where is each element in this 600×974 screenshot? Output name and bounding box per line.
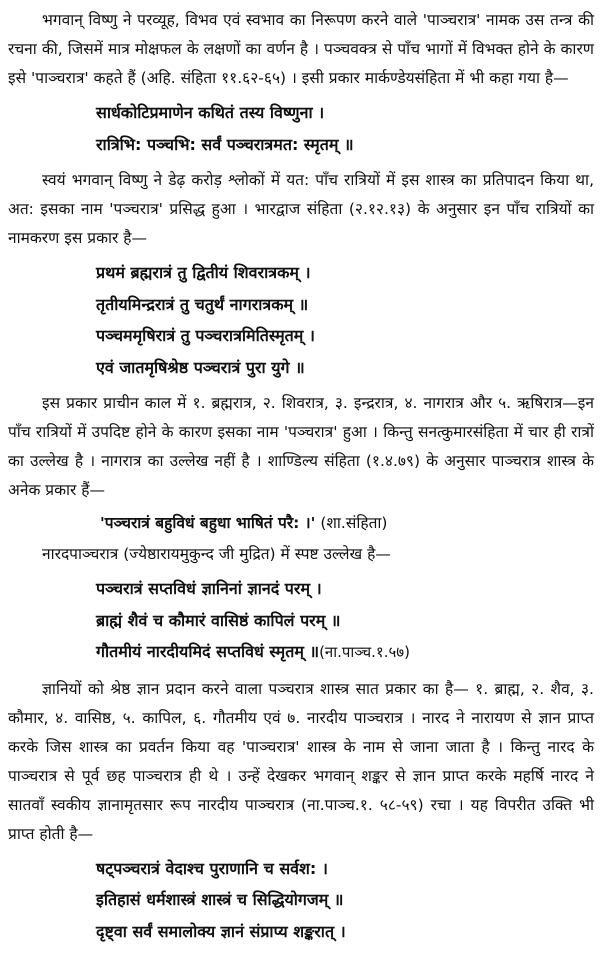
paragraph-2: स्वयं भगवान् विष्णु ने डेढ़ करोड़ श्लोकों में यत: पाँच रात्रियों में इस शास्त्र का प्रतिपादन किया था, अत: इसका नाम 'पञ्चरात्र' प्रसिद्ध हुआ । भारद्वाज संहिता (२.१२.१३) के अनुसार इन पाँच रात्रियों का नामकरण इस प्रकार है— [8, 171, 594, 247]
verse-line [96, 636, 594, 669]
paragraph-5: ज्ञानियों को श्रेष्ठ ज्ञान प्रदान करने वाला पञ्चरात्र शास्त्र सात प्रकार का है— १. ब्राह्म, २. शैव, ३. कौमार, ४. वासिष्ठ, ५. कापिल, ६. गौतमीय एवं ७. नारदीय पाञ्चरात्र । नारद ने नारायण से ज्ञान प्राप्त करके जिस शास्त्र का प्रवर्तन किया वह 'पाञ्चरात्र' शास्त्र के नाम से जाना जाता है । किन्तु नारद के पाञ्चरात्र से पूर्व छह पाञ्चरात्र ही थे । उन्हें देखकर भगवान् शङ्कर से ज्ञान प्राप्त करके महर्षि नारद ने सातवाँ स्वकीय ज्ञानामृतसार रूप नारदीय पाञ्चरात्र (ना.पाञ्च.१. ५८-५९) रचा । यह विपरीत उक्ति भी प्राप्त होती है— [8, 679, 594, 843]
verse-reference: (ना.पाञ्च.१.५७) [319, 643, 410, 661]
verse-narada [8, 573, 594, 669]
quote-text: 'पञ्चरात्रं बहुविधं बहुधा भाषितं परै: ।' [100, 514, 316, 532]
verse-shatpancharatra [8, 853, 594, 948]
verse-line: पञ्चममृषिरात्रं तु पञ्चरात्रमितिस्मृतम् । [96, 326, 315, 345]
shandilya-quote [8, 509, 594, 538]
verse-bharadvaja [8, 257, 594, 383]
verse-line: दृष्ट्वा सर्वं समालोक्य ज्ञानं संप्राप्य शङ्करात् । [96, 921, 346, 941]
paragraph-1: भगवान् विष्णु ने परव्यूह, विभव एवं स्वभाव का निरूपण करने वाले 'पाञ्चरात्र' नामक उस तन्त्र की रचना की, जिसमें मात्र मोक्षफल के लक्षणों का वर्णन है । पञ्चवक्त्र से पाँच भागों में विभक्त होने के कारण इसे 'पाञ्चरात्र' कहते हैं (अहि. संहिता ११.६२-६५) । इसी प्रकार मार्कण्डेयसंहिता में भी कहा गया है— [8, 11, 594, 87]
verse-line: एवं जातमृषिश्रेष्ठ पञ्चरात्रं पुरा युगे ॥ [96, 357, 305, 377]
verse-line: ब्राह्मं शैवं च कौमारं वासिष्ठं कापिलं परम् ॥ [96, 610, 341, 630]
verse-line: षट्पञ्चरात्रं वेदाश्च पुराणानि च सर्वश: । [96, 858, 328, 878]
verse-line: रात्रिभि: पञ्चभि: सर्वं पञ्चरात्रमत: स्मृतम् ॥ [96, 134, 354, 154]
verse-text: गौतमीयं नारदीयमिदं सप्तविधं स्मृतम् ॥ [96, 642, 320, 661]
verse-line: सार्धकोटिप्रमाणेन कथितं तस्य विष्णुना । [96, 103, 325, 122]
quote-source: (शा.संहिता) [320, 514, 388, 532]
paragraph-3: इस प्रकार प्राचीन काल में १. ब्रह्मरात्र, २. शिवरात्र, ३. इन्द्ररात्र, ४. नागरात्र और ५. ऋषिरात्र—इन पाँच रात्रियों में उपदिष्ट होने के कारण इसका नाम 'पञ्चरात्र' हुआ । किन्तु सनत्कुमारसंहिता में चार ही रात्रों का उल्लेख है । नागरात्र का उल्लेख नहीं है । शाण्डिल्य संहिता (१.४.७९) के अनुसार पाञ्चरात्र शास्त्र के अनेक प्रकार हैं— [8, 394, 594, 499]
verse-line: तृतीयमिन्द्ररात्रं तु चतुर्थं नागरात्रकम् ॥ [96, 294, 309, 314]
paragraph-4: नारदपाञ्चरात्र (ज्येष्ठारायमुकुन्द जी मुद्रित) में स्पष्ट उल्लेख है— [42, 545, 391, 563]
verse-line: प्रथमं ब्रह्मरात्रं तु द्वितीयं शिवरात्रकम् । [96, 263, 311, 282]
verse-markandeya [8, 97, 594, 160]
verse-line: इतिहासं धर्मशास्त्रं शास्त्रं च सिद्धियोगजम् ॥ [96, 890, 344, 909]
verse-line: पञ्चरात्रं सप्तविधं ज्ञानिनां ज्ञानदं परम् । [96, 579, 322, 598]
